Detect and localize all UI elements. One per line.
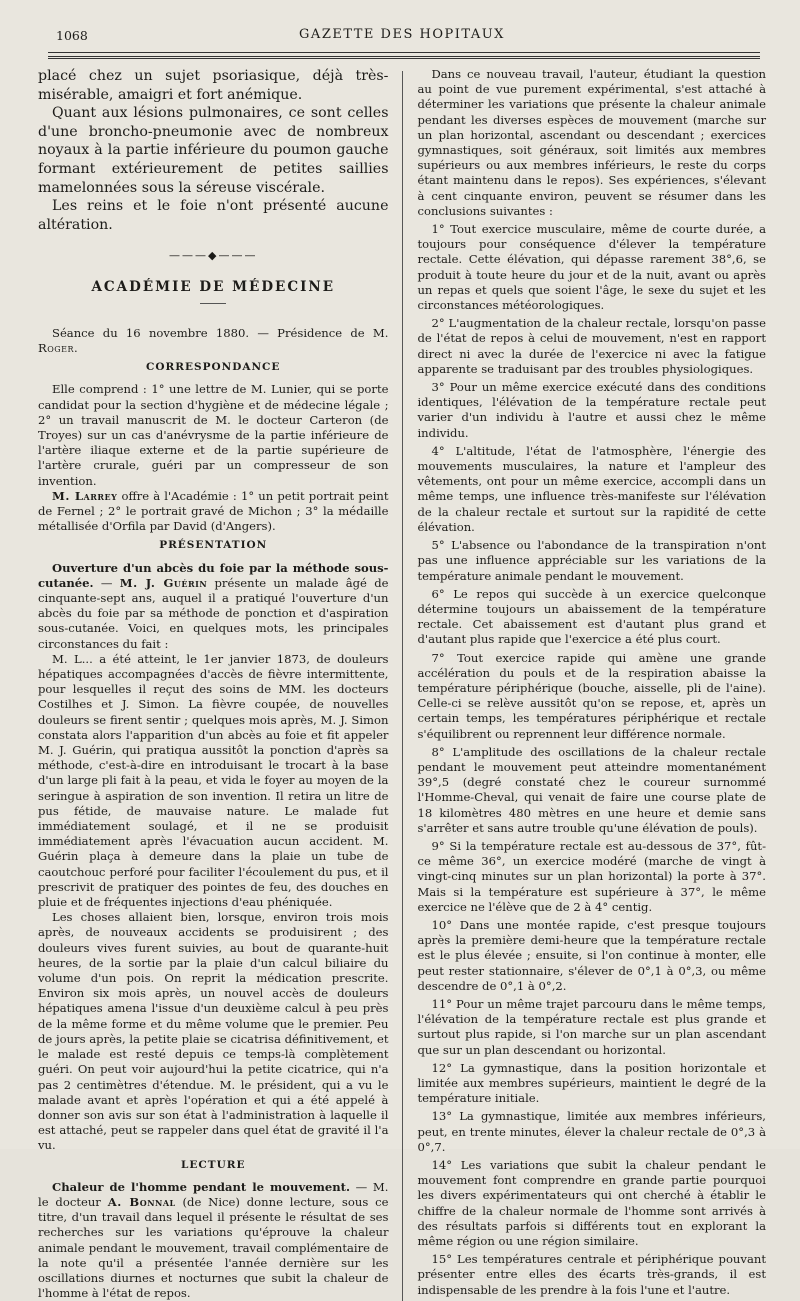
lecture-title: Chaleur de l'homme pendant le mouvement. (52, 1179, 351, 1194)
conclusion-item: 13° La gymnastique, limitée aux membres inférieurs, peut, en trente minutes, élever la chaleur rectale de 0°,3 à 0°,7. (417, 1109, 766, 1154)
presentation-paragraph: Ouverture d'un abcès du foie par la méthode sous-cutanée. — M. J. Guérin présente un malade âgé de cinquante-sept ans, auquel il a pratiqué l'ouverture d'un abcès du foie par sa méthode de ponction et d'aspiration sous-cutanée. Voici, en quelques mots, les principales circonstances du fait : (38, 560, 389, 651)
presentation-paragraph: M. L... a été atteint, le 1er janvier 1873, de douleurs hépatiques accompagnées d'accès de fièvre intermittente, pour lesquelles il reçut des soins de MM. les docteurs Costilhes et J. Simon. La fièvre coupée, de nouvelles douleurs se firent sentir ; quelques mois après, M. J. Simon constata alors l'apparition d'un abcès au foie et fit appeler M. J. Guérin, qui pratiqua aussitôt la ponction d'après sa méthode, c'est-à-dire en introduisant le trocart à la base d'un large pli fait à la peau, et vida le foyer au moyen de la seringue à aspiration de son invention. Il retira un litre de pus fétide, de mauvaise nature. Le malade fut immédiatement soulagé, et il ne se produisit immédiatement après l'évacuation aucun accident. M. Guérin plaça à demeure dans la plaie un tube de caoutchouc perforé pour faciliter l'écoulement du pus, et il prescrivit de pratiquer des pointes de feu, des douches en pluie et de fréquentes injections d'eau phéniquée. (38, 651, 389, 910)
conclusion-item: 12° La gymnastique, dans la position horizontale et limitée aux membres supérieurs, maintient le degré de la température initiale. (417, 1060, 766, 1106)
speaker-name: A. Bonnal (107, 1194, 176, 1209)
conclusion-item: 15° Les températures centrale et périphérique pouvant présenter entre elles des écarts très-grands, il est indispensable de les prendre à la fois l'une et l'autre. (417, 1252, 766, 1297)
header-rule (48, 52, 760, 53)
speaker-name: M. Larrey (52, 488, 118, 503)
lecture-heading: LECTURE (181, 1158, 246, 1171)
conclusion-item: 2° L'augmentation de la chaleur rectale, lorsqu'on passe de l'état de repos à celui de mouvement, n'est en rapport direct ni avec la durée de l'exercice ni avec la fatigue apparente se traduisant par des troubles physiologiques. (417, 316, 766, 376)
session-line (38, 326, 388, 356)
conclusion-item: 11° Pour un même trajet parcouru dans le même temps, l'élévation de la température rectale est plus grande et surtout plus rapide, si l'on marche sur un plan ascendant que sur un plan descendant ou horizontal. (417, 996, 766, 1057)
presentation-paragraph: Les choses allaient bien, lorsque, environ trois mois après, de nouveaux accidents se produisirent ; des douleurs vives furent suivies, au bout de quarante-huit heures, de la sortie par la plaie d'un calcul biliaire du volume d'un pois. On reprit la médication prescrite. Environ six mois après, un nouvel accès de douleurs hépatiques amena l'issue d'un deuxième calcul à peu près de la même forme et du même volume que le premier. Peu de jours après, la petite plaie se cicatrisa définitivement, et le malade est resté depuis ce temps-là complètement guéri. On peut voir aujourd'hui la petite cicatrice, qui n'a pas 2 centimètres d'étendue. M. le président, qui a vu le malade avant et après l'opération et qui a été appelé à donner son avis sur son état à l'administration à laquelle il est attaché, peut se rappeler dans quel état de gravité il l'a vu. (38, 910, 389, 1153)
correspondance-heading: CORRESPONDANCE (146, 361, 281, 374)
right-column (417, 67, 766, 1301)
presentation-title: Ouverture d'un abcès du foie par la méthode sous-cutanée. (38, 560, 389, 590)
session-president: Roger. (38, 340, 79, 355)
lead-text (38, 67, 388, 234)
conclusion-item: 14° Les variations que subit la chaleur pendant le mouvement font comprendre en grande partie pourquoi les divers expérimentateurs qui ont cherché à établir le chiffre de la chaleur normale de l'homme sont arrivés à des résultats parfois si différents tout en explorant la même région ou une région similaire. (417, 1158, 766, 1249)
page-header (38, 22, 766, 46)
conclusion-item: 8° L'amplitude des oscillations de la chaleur rectale pendant le mouvement peut atteindre momentanément 39°,5 (degré constaté chez le coureur surnommé l'Homme-Cheval, qui venait de faire une course plate de 18 kilomètres 480 mètres en une heure et demie sans s'arrêter et sans autre trouble qu'une élévation de pouls). (417, 744, 766, 835)
column-divider (402, 71, 403, 1301)
journal-title: GAZETTE DES HOPITAUX (299, 27, 505, 42)
conclusion-item: 5° L'absence ou l'abondance de la transpiration n'ont pas une influence appréciable sur les variations de la température animale pendant le mouvement. (417, 538, 766, 583)
presentation-heading: PRÉSENTATION (159, 539, 268, 552)
lead-paragraph: Quant aux lésions pulmonaires, ce sont celles d'une broncho-pneumonie avec de nombreux noyaux à la partie inférieure du poumon gauche formant extérieurement de petites saillies mamelonnées sous la séreuse viscérale. (38, 105, 389, 196)
conclusion-item: 7° Tout exercice rapide qui amène une grande accélération du pouls et de la respiration abaisse la température périphérique (bouche, aisselle, pli de l'aine). Celle-ci se relève aussitôt qu'on se repose, et, après un certain temps, les températures périphérique et rectale s'équilibrent ou reprennent leur différence normale. (417, 650, 766, 741)
session-text: Séance du 16 novembre 1880. — Présidence de M. (52, 325, 389, 340)
section-rule (200, 303, 226, 304)
conclusion-item: 10° Dans une montée rapide, c'est presque toujours après la première demi-heure que la température rectale est le plus élevée ; ensuite, si l'on continue à monter, elle peut rester stationnaire, s'élever de 0°,1 à 0°,3, ou même descendre de 0°,1 à 0°,2. (417, 917, 766, 993)
presentation-intro: présente un malade âgé de cinquante-sept ans, auquel il a pratiqué l'ouverture d'un abcès du foie par sa méthode de ponction et d'aspiration sous-cutanée. Voici, en quelques mots, les principales circonstances du fait : (38, 575, 389, 651)
lecture-author-prefix: — M. le docteur (38, 1179, 389, 1209)
lecture-paragraph (38, 1180, 388, 1301)
conclusion-item: 4° L'altitude, l'état de l'atmosphère, l'énergie des mouvements musculaires, la nature et l'ampleur des vêtements, ont pour un même exercice, accompli dans un même temps, une influence très-manifeste sur l'élévation de la chaleur rectale et surtout sur la rapidité de cette élévation. (417, 443, 766, 534)
conclusion-item: 1° Tout exercice musculaire, même de courte durée, a toujours pour conséquence d'élever la température rectale. Cette élévation, qui dépasse rarement 38°,6, se produit à toute heure du jour et de la nuit, avant ou après un repas et quels que soient l'âge, le sexe du sujet et les circonstances météorologiques. (417, 222, 766, 313)
speaker-name: M. J. Guérin (119, 575, 208, 590)
header-double-rule (48, 56, 760, 59)
page-number: 1068 (56, 28, 88, 43)
section-title: ACADÉMIE DE MÉDECINE (91, 278, 336, 295)
two-column-body (38, 67, 766, 1301)
left-column (38, 67, 388, 1301)
conclusions-intro: Dans ce nouveau travail, l'auteur, étudiant la question au point de vue purement expérimental, s'est attaché à déterminer les variations que présente la chaleur animale pendant les diverses espèces de mouvement (marche sur un plan horizontal, ascendant ou descendant ; exercices gymnastiques, soit généraux, soit limités aux membres supérieurs ou aux membres inférieurs, le reste du corps étant maintenu dans le repos). Ses expériences, s'élevant à cent cinquante environ, peuvent se résumer dans les conclusions suivantes : (417, 67, 766, 218)
correspondance-paragraph (38, 489, 388, 535)
conclusion-item: 3° Pour un même exercice exécuté dans des conditions identiques, l'élévation de la température rectale peut varier d'un individu à l'autre et aussi chez le même individu. (417, 380, 766, 440)
conclusion-item: 6° Le repos qui succède à un exercice quelconque détermine toujours un abaissement de la température rectale. Cet abaissement est d'autant plus grand et d'autant plus rapide que l'exercice a été plus court. (417, 586, 766, 647)
lead-paragraph: Les reins et le foie n'ont présenté aucune altération. (38, 198, 389, 233)
lecture-text: (de Nice) donne lecture, sous ce titre, d'un travail dans lequel il présente le résultat de ses recherches sur les variations qu'éprouve la chaleur animale pendant le mouvement, travail complémentaire de la note qu'il a présentée l'année dernière sur les oscillations diurnes et nocturnes que subit la chaleur de l'homme à l'état de repos. (38, 1194, 389, 1301)
section-ornament: ———◆——— (169, 249, 258, 263)
correspondance-text: offre à l'Académie : 1° un petit portrait peint de Fernel ; 2° le portrait gravé de Michon ; 3° la médaille métallisée d'Orfila par David (d'Angers). (38, 488, 389, 534)
correspondance-paragraph: Elle comprend : 1° une lettre de M. Lunier, qui se porte candidat pour la section d'hygiène et de médecine légale ; 2° un travail manuscrit de M. le docteur Carteron (de Troyes) sur un cas d'anévrysme de la partie inférieure de l'artère iliaque externe et de la partie supérieure de l'artère crurale, guéri par un compresseur de son invention. (38, 382, 389, 488)
conclusion-item: 9° Si la température rectale est au-dessous de 37°, fût-ce même 36°, un exercice modéré (marche de vingt à vingt-cinq minutes sur un plan horizontal) la porte à 37°. Mais si la température est supérieure à 37°, le même exercice ne l'élève que de 2 à 4° centig. (417, 838, 766, 914)
lead-paragraph: placé chez un sujet psoriasique, déjà très-misérable, amaigri et fort anémique. (38, 68, 389, 103)
